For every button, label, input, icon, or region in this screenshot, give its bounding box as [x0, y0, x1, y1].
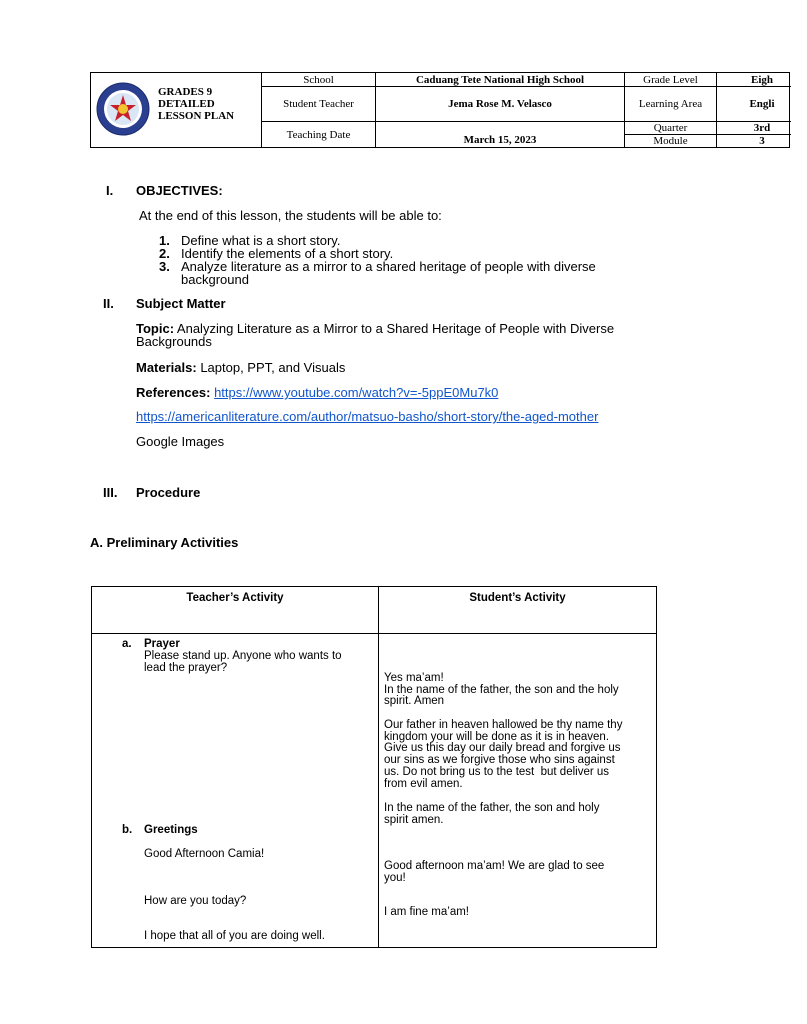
greetings-title: Greetings — [144, 824, 198, 836]
objective-item: Identify the elements of a short story. — [181, 246, 394, 261]
student-activity-header: Student’s Activity — [469, 592, 566, 604]
topic-label: Topic: — [136, 321, 175, 336]
greetings-teacher-3: I hope that all of you are doing well. — [144, 930, 325, 942]
objective-item-continued: background — [181, 272, 249, 287]
prayer-title: Prayer — [144, 638, 180, 650]
header-table — [90, 72, 790, 148]
teacher-activity-header: Teacher’s Activity — [186, 592, 284, 604]
teaching-date-label: Teaching Date — [286, 128, 351, 141]
objective-number: 3. — [159, 259, 170, 274]
subject-heading: Subject Matter — [136, 296, 226, 311]
greetings-teacher-2: How are you today? — [144, 895, 247, 907]
activity-table — [91, 586, 657, 948]
school-value: Caduang Tete National High School — [415, 73, 585, 86]
topic-text: Analyzing Literature as a Mirror to a Shared Heritage of People with Diverse — [174, 321, 615, 336]
grade-level-value: Eigh — [750, 73, 773, 86]
objectives-intro: At the end of this lesson, the students will be able to: — [139, 208, 442, 223]
procedure-heading: Procedure — [136, 485, 201, 500]
lesson-plan-title: GRADES 9 DETAILED LESSON PLAN — [158, 86, 235, 122]
objective-number: 2. — [159, 246, 170, 261]
materials-line — [136, 361, 345, 374]
prayer-letter: a. — [122, 638, 132, 650]
module-value: 3 — [759, 135, 765, 147]
prayer-student-response: Yes ma’am! In the name of the father, the son and the holy spirit. Amen — [384, 672, 619, 708]
prayer-student-our-father: Our father in heaven hallowed be thy name thy kingdom your will be done as it is in heaven. Give us this day our daily bread and forgive us our sins as we forgive those who sins against us. Do not bring us to the test but deliver us from evil amen. — [384, 719, 623, 790]
grade-level-label: Grade Level — [643, 73, 698, 86]
learning-area-label: Learning Area — [638, 98, 703, 110]
school-label: School — [303, 73, 334, 86]
greetings-student-1: Good afternoon ma’am! We are glad to see you! — [384, 860, 605, 884]
objectives-heading: OBJECTIVES: — [136, 183, 223, 198]
module-label: Module — [653, 135, 688, 147]
procedure-numeral: III. — [103, 485, 118, 500]
topic-text-continued: Backgrounds — [136, 334, 212, 349]
references-label: References: — [136, 385, 211, 400]
objectives-numeral: I. — [106, 183, 114, 198]
objective-item: Analyze literature as a mirror to a shared heritage of people with diverse — [181, 259, 596, 274]
preliminary-activities-heading: A. Preliminary Activities — [90, 535, 239, 550]
reference-google-images: Google Images — [136, 434, 225, 449]
student-teacher-value: Jema Rose M. Velasco — [448, 98, 552, 110]
greetings-student-2: I am fine ma’am! — [384, 906, 469, 918]
greetings-teacher-1: Good Afternoon Camia! — [144, 848, 265, 860]
materials-label: Materials: — [136, 360, 197, 375]
student-teacher-label: Student Teacher — [283, 98, 354, 110]
greetings-letter: b. — [122, 824, 133, 836]
materials-text: Laptop, PPT, and Visuals — [196, 360, 346, 375]
objective-number: 1. — [159, 233, 170, 248]
teaching-date-value: March 15, 2023 — [463, 133, 537, 146]
subject-numeral: II. — [103, 296, 114, 311]
quarter-value: 3rd — [753, 122, 771, 134]
reference-link-americanliterature[interactable]: https://americanliterature.com/author/matsuo-basho/short-story/the-aged-mother — [136, 409, 599, 424]
prayer-student-closing: In the name of the father, the son and holy spirit amen. — [384, 802, 600, 826]
reference-link-youtube[interactable]: https://www.youtube.com/watch?v=-5ppE0Mu7k0 — [214, 385, 499, 400]
objective-item: Define what is a short story. — [181, 233, 341, 248]
prayer-teacher-text: Please stand up. Anyone who wants to lead the prayer? — [144, 650, 342, 674]
references-line — [136, 386, 498, 399]
learning-area-value: Engli — [749, 98, 775, 110]
deped-seal-icon — [95, 81, 151, 137]
quarter-label: Quarter — [653, 122, 688, 134]
